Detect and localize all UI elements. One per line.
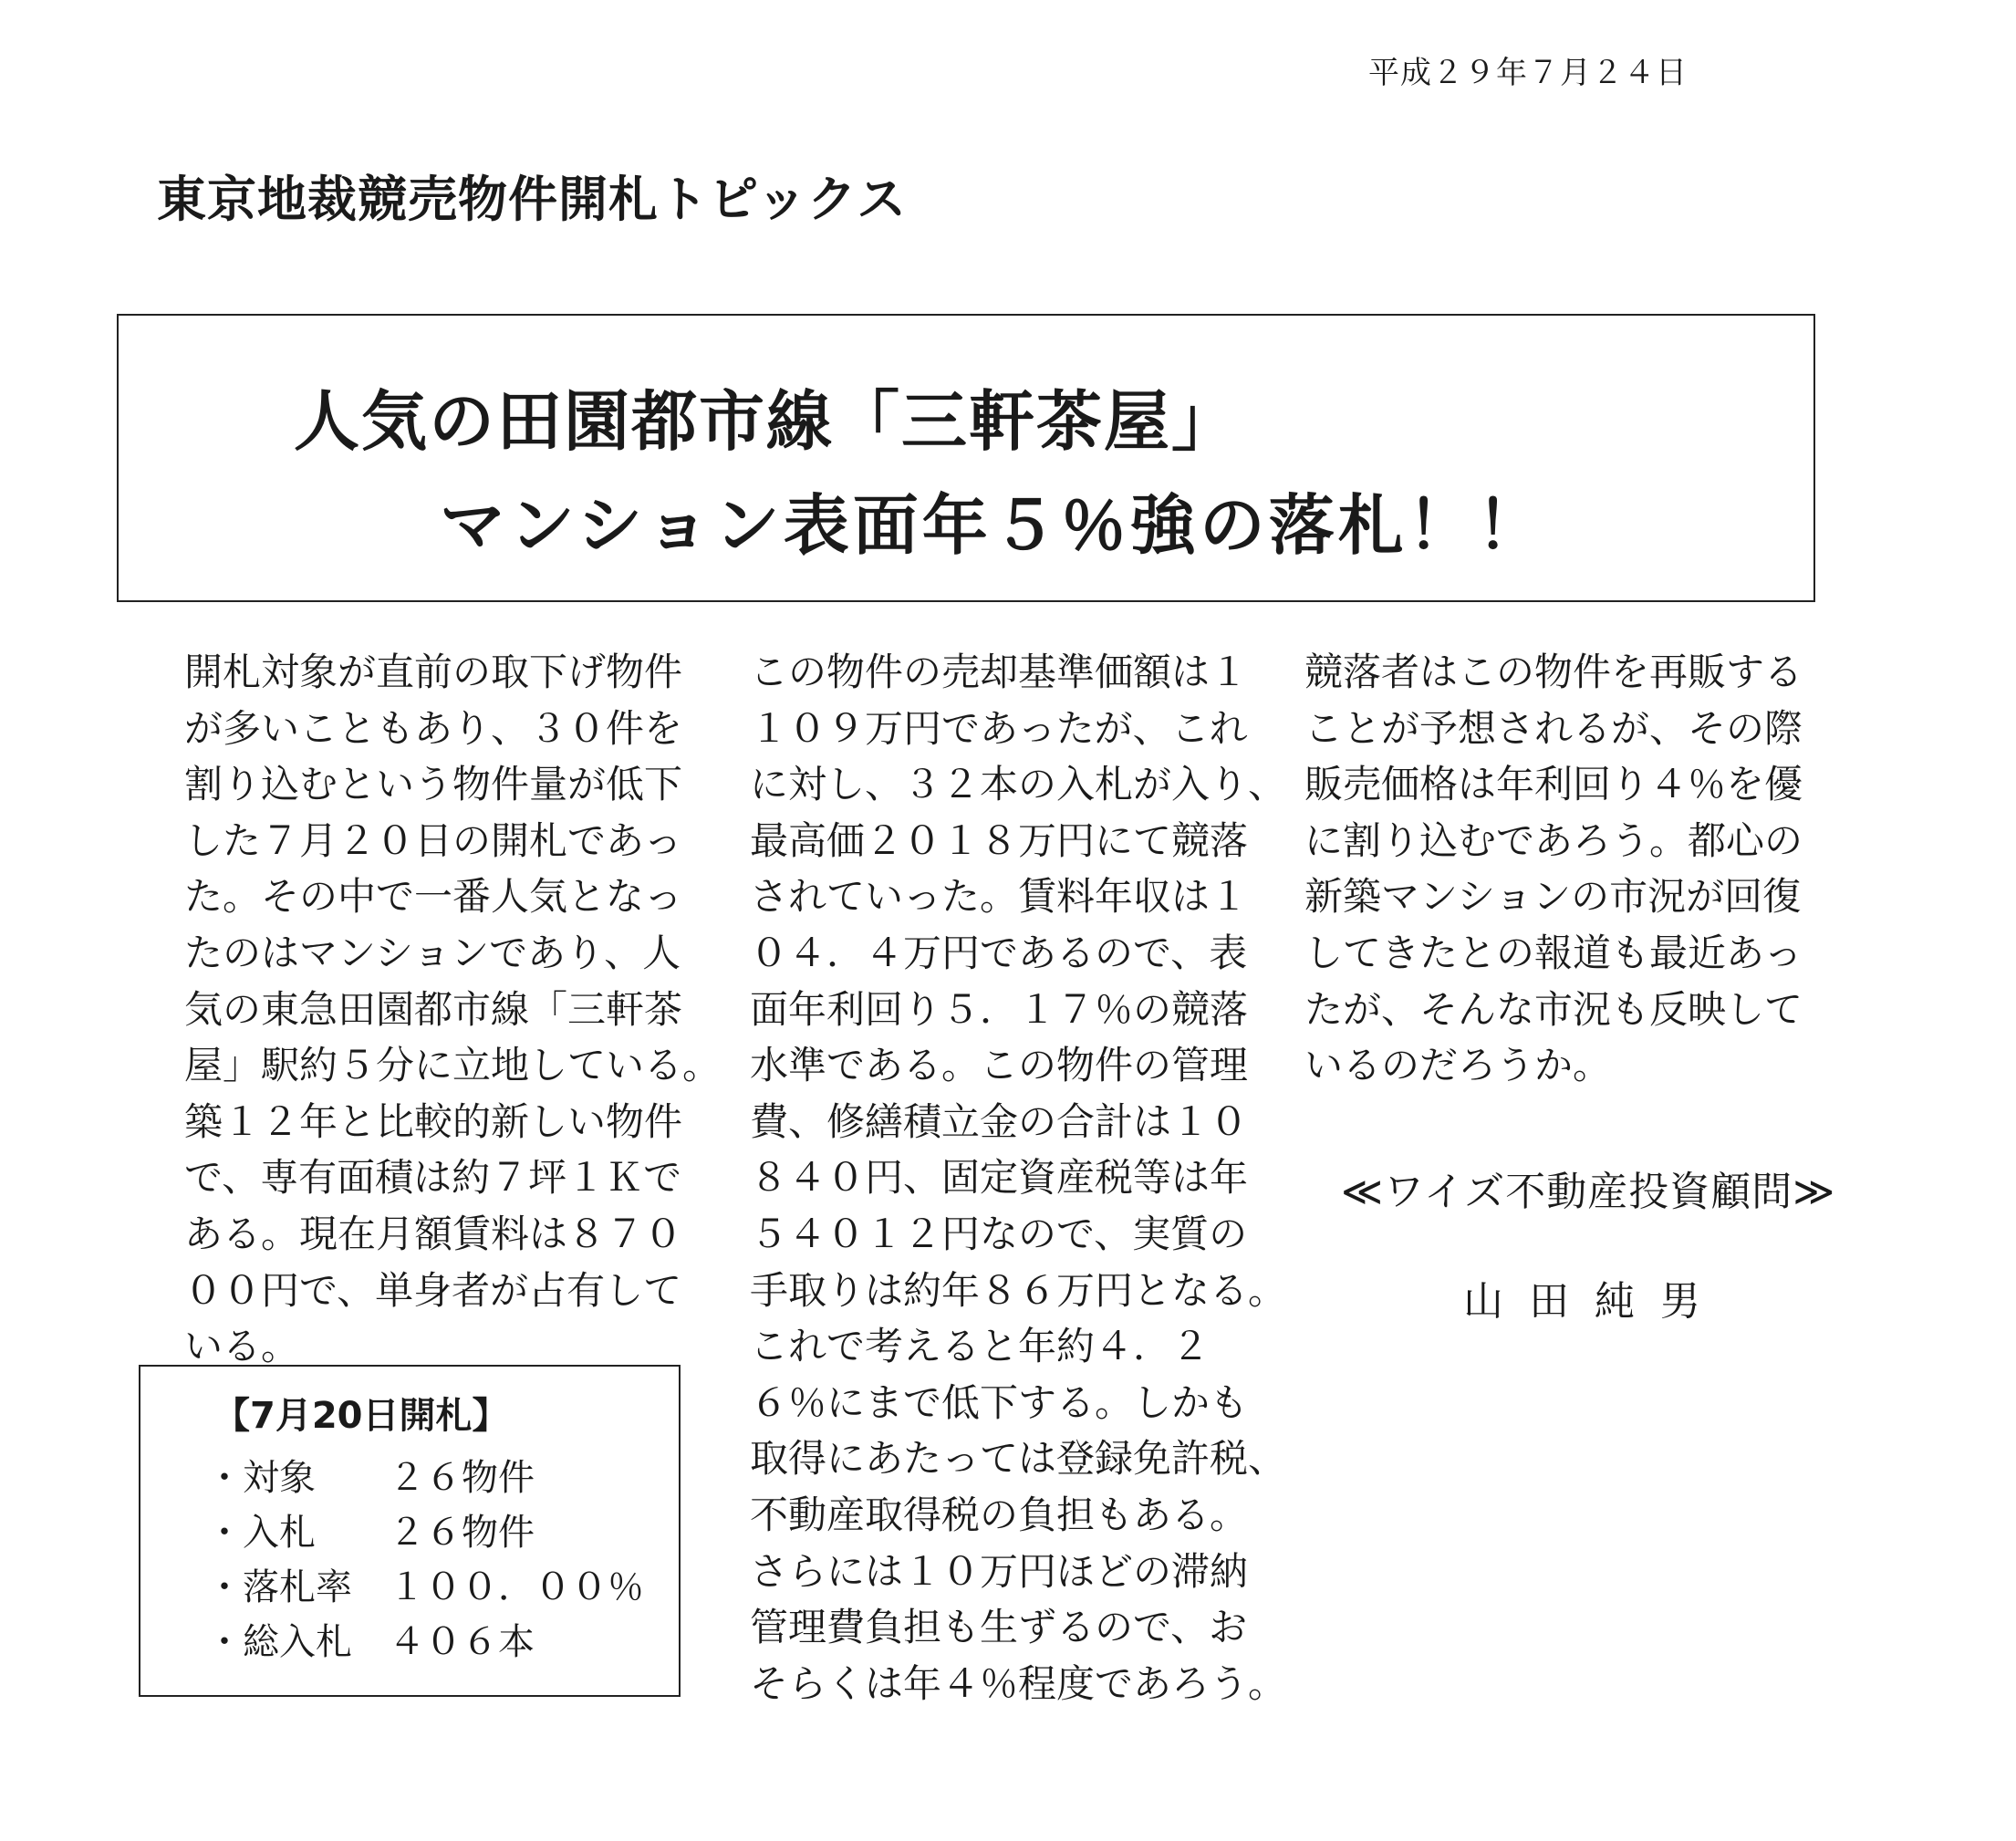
stats-title: 【7月20日開札】 bbox=[213, 1395, 509, 1437]
text-line: 開札対象が直前の取下げ物件 bbox=[184, 650, 683, 694]
stats-row bbox=[206, 1503, 535, 1555]
text-line: そらくは年４％程度であろう。 bbox=[750, 1660, 1287, 1706]
stats-label: ・落札率 bbox=[206, 1566, 352, 1608]
auction-stats-box bbox=[139, 1365, 681, 1697]
text-line: 新築マンションの市況が回復 bbox=[1304, 874, 1802, 920]
headline-box bbox=[117, 314, 1815, 602]
text-line: これで考えると年約４．２ bbox=[750, 1324, 1211, 1369]
text-line: １０９万円であったが、これ bbox=[750, 705, 1248, 751]
text-line: 気の東急田園都市線「三軒茶 bbox=[184, 986, 683, 1032]
stats-label: ・対象 bbox=[206, 1457, 316, 1499]
text-line: 取得にあたっては登録免許税、 bbox=[750, 1436, 1287, 1482]
stats-row bbox=[206, 1558, 644, 1610]
stats-label: ・総入札 bbox=[206, 1621, 352, 1663]
stats-value: ２６物件 bbox=[389, 1512, 535, 1554]
text-line: たが、そんな市況も反映して bbox=[1304, 986, 1803, 1032]
text-line: 販売価格は年利回り４％を優 bbox=[1304, 762, 1803, 807]
text-line: ある。現在月額賃料は８７０ bbox=[184, 1211, 683, 1256]
text-line: 築１２年と比較的新しい物件 bbox=[184, 1098, 683, 1144]
stats-value: ２６物件 bbox=[389, 1457, 535, 1499]
text-line: 最高価２０１８万円にて競落 bbox=[750, 817, 1249, 863]
text-line: 費、修繕積立金の合計は１０ bbox=[750, 1098, 1249, 1144]
page-heading: 東京地裁競売物件開札トピックス bbox=[157, 171, 908, 228]
text-line: ８４０円、固定資産税等は年 bbox=[750, 1155, 1249, 1201]
text-line: 屋」駅約５分に立地している。 bbox=[184, 1043, 722, 1088]
text-line: いるのだろうか。 bbox=[1304, 1043, 1612, 1088]
text-line: さらには１０万円ほどの滞納 bbox=[750, 1548, 1249, 1594]
text-line: に割り込むであろう。都心の bbox=[1304, 817, 1803, 863]
article-column-2 bbox=[750, 644, 1286, 1711]
text-line: してきたとの報道も最近あっ bbox=[1304, 930, 1803, 975]
headline-line-1: 人気の田園都市線「三軒茶屋」 bbox=[294, 383, 1240, 460]
text-line: した７月２０日の開札であっ bbox=[184, 817, 682, 863]
stats-value: １００．００％ bbox=[389, 1566, 644, 1608]
text-line: た。その中で一番人気となっ bbox=[184, 874, 683, 920]
text-line: ６％にまで低下する。しかも bbox=[750, 1379, 1249, 1425]
stats-row bbox=[206, 1613, 535, 1665]
stats-label: ・入札 bbox=[206, 1512, 316, 1554]
text-line: されていった。賃料年収は１ bbox=[750, 874, 1249, 920]
text-line: 手取りは約年８６万円となる。 bbox=[750, 1267, 1287, 1313]
text-line: ことが予想されるが、その際 bbox=[1304, 705, 1803, 751]
text-line: ００円で、単身者が占有して bbox=[184, 1267, 682, 1313]
text-line: たのはマンションであり、人 bbox=[184, 930, 681, 975]
text-line: で、専有面積は約７坪１Ｋで bbox=[184, 1155, 682, 1201]
text-line: 管理費負担も生ずるので、お bbox=[750, 1605, 1248, 1650]
text-line: 面年利回り５．１７％の競落 bbox=[750, 986, 1249, 1032]
text-line: に対し、３２本の入札が入り、 bbox=[750, 762, 1287, 807]
text-line: 不動産取得税の負担もある。 bbox=[750, 1492, 1249, 1537]
stats-row bbox=[206, 1449, 535, 1501]
article-column-1 bbox=[184, 644, 721, 1375]
article-column-3 bbox=[1304, 644, 1803, 1094]
text-line: 競落者はこの物件を再販する bbox=[1304, 650, 1803, 694]
organization-name: ≪ワイズ不動産投資顧問≫ bbox=[1341, 1169, 1836, 1215]
text-line: ５４０１２円なので、実質の bbox=[750, 1211, 1248, 1256]
stats-value: ４０６本 bbox=[389, 1621, 535, 1663]
text-line: いる。 bbox=[184, 1324, 300, 1369]
headline-line-2: マンション表面年５％強の落札！！ bbox=[440, 487, 1546, 564]
text-line: 割り込むという物件量が低下 bbox=[184, 762, 683, 807]
text-line: が多いこともあり、３０件を bbox=[184, 705, 683, 751]
text-line: 水準である。この物件の管理 bbox=[750, 1043, 1249, 1088]
document-date: 平成２９年７月２４日 bbox=[1368, 55, 1688, 91]
text-line: ０４．４万円であるので、表 bbox=[750, 930, 1248, 975]
author-name: 山田純男 bbox=[1463, 1278, 1726, 1325]
text-line: この物件の売却基準価額は１ bbox=[750, 650, 1249, 694]
